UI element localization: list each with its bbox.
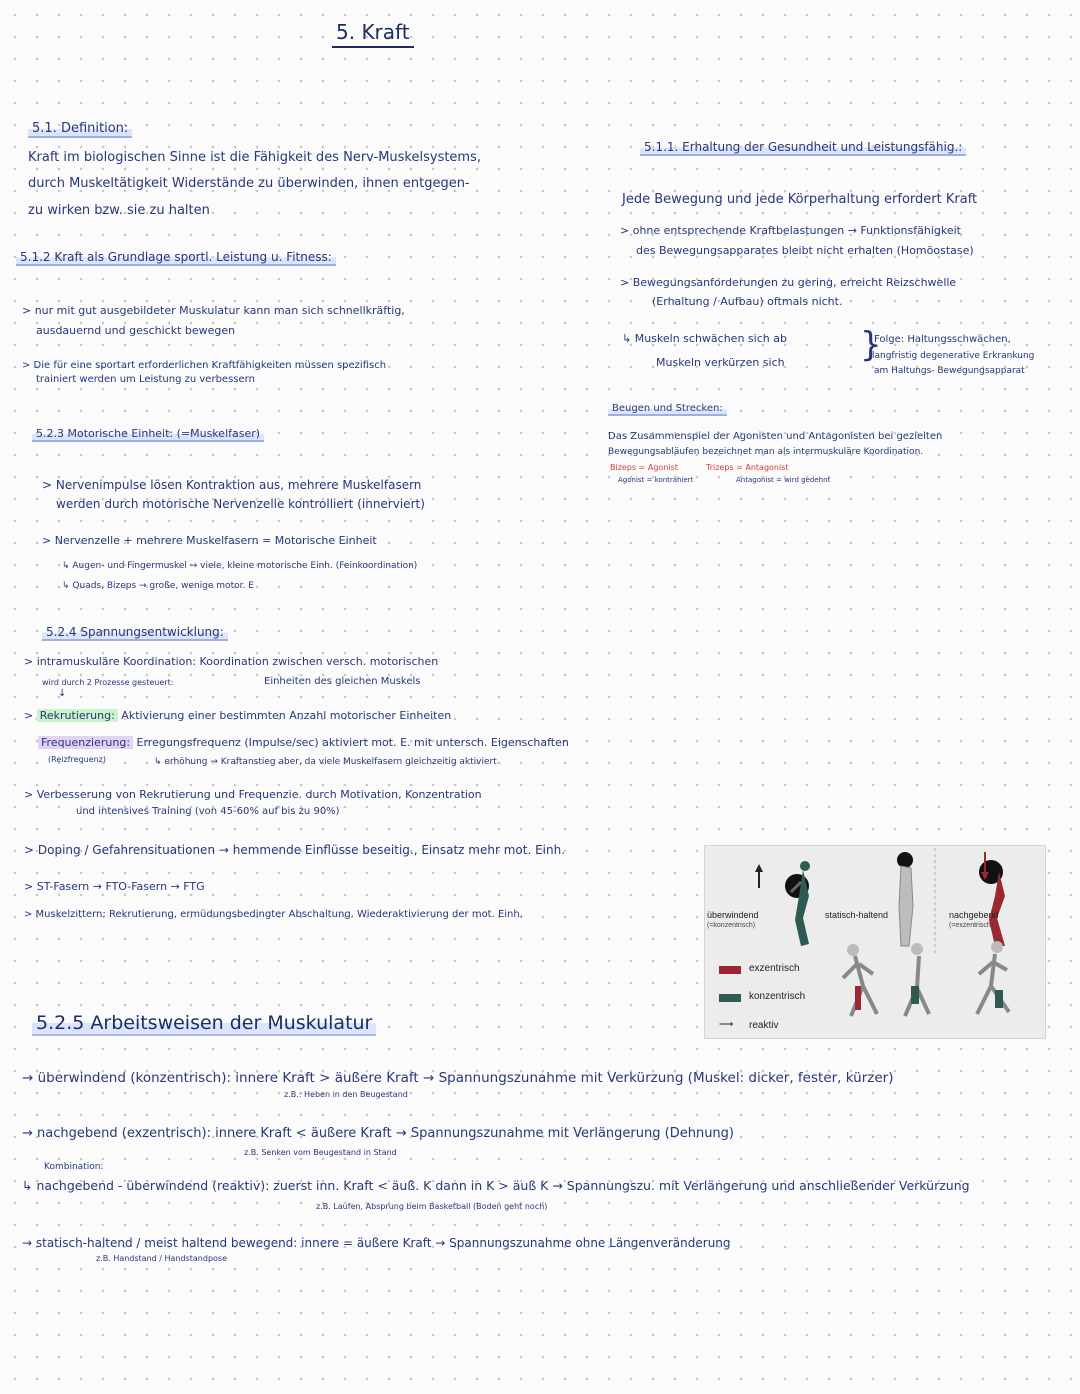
tremor-line: > Muskelzittern: Rekrutierung, ermüdungsbedingter Abschaltung, Wiederaktivierung der mot. Einh. [24,909,523,920]
health-line-1: Jede Bewegung und jede Körperhaltung erfordert Kraft [622,192,978,207]
yielding-example: z.B. Senken vom Beugestand in Stand [244,1148,397,1157]
flexion-heading: Beugen und Strecken: [608,403,727,416]
motor-unit-line-1b: werden durch motorische Nervenzelle kontrolliert (innerviert) [56,497,425,511]
health-bullet-2b: (Erhaltung / Aufbau) oftmals nicht. [652,295,843,308]
recruitment-text: Aktivierung einer bestimmten Anzahl motorischer Einheiten [121,709,452,722]
lifter-concentric [755,861,810,946]
antagonist-label: Trizeps = Antagonist [706,463,789,472]
legend-reactive-arrow: ⟶ [719,1019,734,1030]
reactive-line: ↳ nachgebend - überwindend (reaktiv): zuerst inn. Kraft < äuß. K dann in K > äuß K → Spannungszu. mit Verlängerung und anschließender Verkürzung [22,1178,970,1193]
improvement-line-2: und intensives Training (von 45-60% auf bis zu 90%) [76,806,340,817]
overcoming-example: z.B.: Heben in den Beugestand [284,1090,408,1099]
motor-unit-line-1a: > Nervenimpulse lösen Kontraktion aus, mehrere Muskelfasern [42,478,422,492]
page-title: 5. Kraft [332,20,414,48]
static-example: z.B. Handstand / Handstandpose [96,1254,228,1263]
tension-line-2a: wird durch 2 Prozesse gesteuert: [42,678,174,687]
recruitment-label: Rekrutierung: [37,709,118,722]
legend-swatch-eccentric [719,966,741,974]
consequence-2: langfristig degenerative Erkrankung [872,351,1035,361]
health-bullet-2a: > Bewegungsanforderungen zu gering, erreicht Reizschwelle [620,276,957,289]
runner-figures [843,941,1009,1016]
lifter-static [897,848,935,956]
health-heading: 5.1.1. Erhaltung der Gesundheit und Leistungsfähig.: [640,140,966,156]
figure-illustration [705,846,1045,1038]
motor-unit-line-2: > Nervenzelle + mehrere Muskelfasern = Motorische Einheit [42,534,377,547]
definition-line-1: Kraft im biologischen Sinne ist die Fähigkeit des Nerv-Muskelsystems, [28,150,482,165]
tension-line-1: > intramuskuläre Koordination: Koordination zwischen versch. motorischen [24,655,439,668]
work-modes-heading: 5.2.5 Arbeitsweisen der Muskulatur [32,1012,376,1036]
health-bullet-1b: des Bewegungsapparates bleibt nicht erhalten (Homöostase) [636,244,974,257]
fitness-bullet-2a: > Die für eine sportart erforderlichen Kraftfähigkeiten müssen spezifisch [22,360,387,371]
fitness-heading: 5.1.2 Kraft als Grundlage sportl. Leistung u. Fitness: [16,250,336,266]
tension-heading: 5.2.4 Spannungsentwicklung: [42,625,228,641]
flexion-line-1: Das Zusammenspiel der Agonisten und Antagonisten bei gezielten [608,431,943,442]
fitness-bullet-1b: ausdauernd und geschickt bewegen [36,324,236,337]
overcoming-line: → überwindend (konzentrisch): innere Kraft > äußere Kraft → Spannungszunahme mit Verkürzung (Muskel: dicker, fester, kürzer) [22,1070,894,1086]
label-yielding-sub: (=exzentrisch) [949,922,994,929]
legend-reactive: reaktiv [749,1020,779,1031]
fitness-bullet-2b: trainiert werden um Leistung zu verbessern [36,374,255,385]
yielding-line: → nachgebend (exzentrisch): innere Kraft < äußere Kraft → Spannungszunahme mit Verlängerung (Dehnung) [22,1126,734,1141]
improvement-line-1: > Verbesserung von Rekrutierung und Frequenzie. durch Motivation, Konzentration [24,788,482,801]
tension-arrow: ↓ [58,688,67,699]
muscle-work-figure [704,845,1046,1039]
label-static: statisch-haltend [825,910,889,920]
recruitment-line: > Rekrutierung: Aktivierung einer bestimmten Anzahl motorischer Einheiten [24,709,452,722]
consequence-1: Folge: Haltungsschwächen, [874,334,1011,345]
definition-heading: 5.1. Definition: [28,121,132,138]
motor-unit-heading: 5.2.3 Motorische Einheit: (=Muskelfaser) [32,427,264,442]
legend-eccentric: exzentrisch [749,963,800,974]
label-overcoming-sub: (=konzentrisch) [707,922,756,929]
brace: } [860,325,882,365]
lifter-eccentric [979,852,1005,946]
agonist-label: Bizeps = Agonist [610,463,678,472]
tension-line-2b: Einheiten des gleichen Muskels [264,676,421,687]
health-bullet-3b: Muskeln verkürzen sich [656,356,785,369]
combination-label: Kombination: [44,1162,104,1172]
frequency-text: Erregungsfrequenz (Impulse/sec) aktiviert mot. E. mit untersch. Eigenschaften [136,736,569,749]
label-yielding: nachgebend [949,910,999,920]
label-overcoming: überwindend [707,910,759,920]
definition-line-3: zu wirken bzw. sie zu halten [28,203,210,218]
motor-unit-sub-1: ↳ Augen- und Fingermuskel → viele, kleine motorische Einh. (Feinkoordination) [62,561,418,571]
antagonist-desc: Antagonist = wird gedehnt [736,476,831,484]
frequency-label: Frequenzierung: [38,736,133,749]
health-bullet-1a: > ohne entsprechende Kraftbelastungen → Funktionsfähigkeit [620,224,961,237]
motor-unit-sub-2: ↳ Quads, Bizeps → große, wenige motor. E [62,581,254,591]
fiber-line: > ST-Fasern → FTO-Fasern → FTG [24,880,205,893]
frequency-sub: (Reizfrequenz) [48,755,106,764]
legend-swatch-concentric [719,994,741,1002]
reactive-example: z.B. Laufen, Absprung beim Basketball (Boden geht noch) [316,1202,548,1211]
consequence-3: am Haltungs- Bewegungsapparat [874,366,1025,376]
static-line: → statisch-haltend / meist haltend bewegend: innere = äußere Kraft → Spannungszunahme ohne Längenveränderung [22,1236,731,1250]
frequency-line-2: ↳ erhöhung → Kraftanstieg aber, da viele Muskelfasern gleichzeitig aktiviert [154,757,497,767]
legend-concentric: konzentrisch [749,991,806,1002]
flexion-line-2: Bewegungsabläufen bezeichnet man als intermuskuläre Koordination. [608,447,924,457]
definition-line-2: durch Muskeltätigkeit Widerstände zu überwinden, ihnen entgegen- [28,176,470,191]
doping-line: > Doping / Gefahrensituationen → hemmende Einflüsse beseitig., Einsatz mehr mot. Einh. [24,843,566,857]
frequency-line [38,736,569,749]
health-bullet-3a: ↳ Muskeln schwächen sich ab [622,332,787,345]
fitness-bullet-1a: > nur mit gut ausgebildeter Muskulatur kann man sich schnellkräftig, [22,304,405,317]
agonist-desc: Agonist = kontrahiert [618,476,694,484]
